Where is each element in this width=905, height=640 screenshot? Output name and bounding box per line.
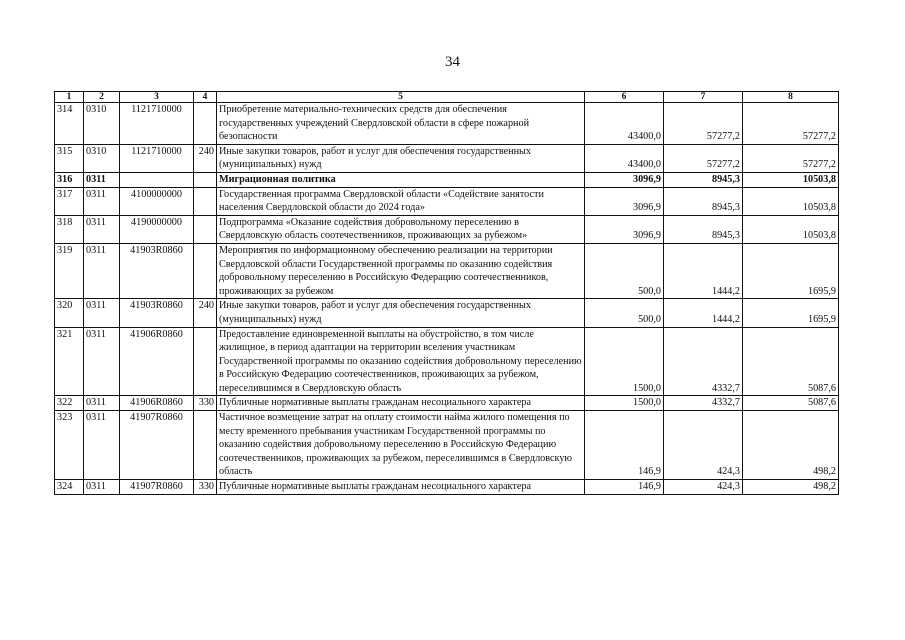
item-name: Миграционная политика — [217, 172, 585, 187]
target-item-code: 41903R0860 — [120, 299, 194, 327]
amount-col8: 1695,9 — [743, 243, 839, 298]
amount-col8: 10503,8 — [743, 215, 839, 243]
header-cell: 1 — [55, 92, 84, 103]
amount-col7: 1444,2 — [664, 299, 743, 327]
amount-col6: 500,0 — [585, 243, 664, 298]
amount-col7: 8945,3 — [664, 187, 743, 215]
amount-col6: 43400,0 — [585, 103, 664, 145]
table-row — [55, 411, 839, 480]
section-code: 0311 — [84, 187, 120, 215]
item-name: Государственная программа Свердловской области «Содействие занятости населения Свердловской области до 2024 года» — [217, 187, 585, 215]
amount-col8: 498,2 — [743, 480, 839, 495]
amount-col6: 500,0 — [585, 299, 664, 327]
header-cell: 4 — [194, 92, 217, 103]
expense-type-code — [194, 243, 217, 298]
amount-col6: 3096,9 — [585, 187, 664, 215]
item-name: Публичные нормативные выплаты гражданам несоциального характера — [217, 396, 585, 411]
amount-col7: 8945,3 — [664, 172, 743, 187]
header-cell: 8 — [743, 92, 839, 103]
row-number: 323 — [55, 411, 84, 480]
expense-type-code — [194, 172, 217, 187]
row-number: 324 — [55, 480, 84, 495]
target-item-code: 41906R0860 — [120, 396, 194, 411]
amount-col7: 57277,2 — [664, 144, 743, 172]
row-number: 320 — [55, 299, 84, 327]
target-item-code — [120, 172, 194, 187]
target-item-code: 41906R0860 — [120, 327, 194, 396]
table-row — [55, 327, 839, 396]
amount-col8: 10503,8 — [743, 172, 839, 187]
row-number: 314 — [55, 103, 84, 145]
item-name: Публичные нормативные выплаты гражданам несоциального характера — [217, 480, 585, 495]
amount-col8: 498,2 — [743, 411, 839, 480]
table-row — [55, 187, 839, 215]
amount-col7: 4332,7 — [664, 396, 743, 411]
row-number: 319 — [55, 243, 84, 298]
expense-type-code: 330 — [194, 396, 217, 411]
section-code: 0311 — [84, 215, 120, 243]
expense-type-code — [194, 103, 217, 145]
section-code: 0311 — [84, 327, 120, 396]
header-cell: 2 — [84, 92, 120, 103]
amount-col8: 5087,6 — [743, 396, 839, 411]
item-name: Иные закупки товаров, работ и услуг для обеспечения государственных (муниципальных) нужд — [217, 299, 585, 327]
table-row — [55, 299, 839, 327]
amount-col7: 424,3 — [664, 411, 743, 480]
expense-type-code: 240 — [194, 299, 217, 327]
item-name: Мероприятия по информационному обеспечению реализации на территории Свердловской области Государственной программы по оказанию содействия добровольному переселению в Российскую Федерацию соотечественников, проживающих за рубежом — [217, 243, 585, 298]
budget-table — [54, 91, 839, 495]
target-item-code: 1121710000 — [120, 103, 194, 145]
row-number: 317 — [55, 187, 84, 215]
expense-type-code — [194, 187, 217, 215]
row-number: 316 — [55, 172, 84, 187]
amount-col6: 3096,9 — [585, 215, 664, 243]
section-code: 0311 — [84, 396, 120, 411]
expense-type-code — [194, 327, 217, 396]
item-name: Иные закупки товаров, работ и услуг для обеспечения государственных (муниципальных) нужд — [217, 144, 585, 172]
amount-col7: 424,3 — [664, 480, 743, 495]
table-row — [55, 215, 839, 243]
page-number: 34 — [445, 54, 460, 70]
row-number: 318 — [55, 215, 84, 243]
target-item-code: 1121710000 — [120, 144, 194, 172]
item-name: Приобретение материально-технических средств для обеспечения государственных учреждений Свердловской области в сфере пожарной безопасности — [217, 103, 585, 145]
amount-col6: 1500,0 — [585, 327, 664, 396]
expense-type-code: 240 — [194, 144, 217, 172]
amount-col6: 146,9 — [585, 411, 664, 480]
section-code: 0311 — [84, 411, 120, 480]
section-code: 0311 — [84, 172, 120, 187]
amount-col6: 146,9 — [585, 480, 664, 495]
expense-type-code — [194, 215, 217, 243]
amount-col8: 10503,8 — [743, 187, 839, 215]
amount-col7: 4332,7 — [664, 327, 743, 396]
table-row — [55, 396, 839, 411]
expense-type-code: 330 — [194, 480, 217, 495]
section-code: 0310 — [84, 103, 120, 145]
expense-type-code — [194, 411, 217, 480]
section-code: 0311 — [84, 480, 120, 495]
row-number: 321 — [55, 327, 84, 396]
target-item-code: 4190000000 — [120, 215, 194, 243]
amount-col8: 1695,9 — [743, 299, 839, 327]
item-name: Предоставление единовременной выплаты на обустройство, в том числе жилищное, в период адаптации на территории вселения участникам Государственной программы по оказанию содействия добровольному переселению в Российскую Федерацию соотечественников, проживающих за рубежом, переселившимся в Свердловскую область — [217, 327, 585, 396]
target-item-code: 41903R0860 — [120, 243, 194, 298]
amount-col7: 8945,3 — [664, 215, 743, 243]
amount-col8: 57277,2 — [743, 144, 839, 172]
amount-col7: 57277,2 — [664, 103, 743, 145]
table-row — [55, 172, 839, 187]
header-cell: 5 — [217, 92, 585, 103]
section-code: 0310 — [84, 144, 120, 172]
table-row — [55, 243, 839, 298]
target-item-code: 4100000000 — [120, 187, 194, 215]
table-row — [55, 144, 839, 172]
item-name: Частичное возмещение затрат на оплату стоимости найма жилого помещения по месту временного пребывания участникам Государственной программы по оказанию содействия добровольному переселению в Российскую Федерацию соотечественников, проживающих за рубежом, переселившимся в Свердловскую область — [217, 411, 585, 480]
amount-col8: 5087,6 — [743, 327, 839, 396]
target-item-code: 41907R0860 — [120, 411, 194, 480]
amount-col8: 57277,2 — [743, 103, 839, 145]
header-cell: 3 — [120, 92, 194, 103]
table-row — [55, 103, 839, 145]
header-row — [55, 92, 839, 103]
item-name: Подпрограмма «Оказание содействия добровольному переселению в Свердловскую область соотечественников, проживающих за рубежом» — [217, 215, 585, 243]
row-number: 315 — [55, 144, 84, 172]
amount-col7: 1444,2 — [664, 243, 743, 298]
section-code: 0311 — [84, 299, 120, 327]
header-cell: 6 — [585, 92, 664, 103]
row-number: 322 — [55, 396, 84, 411]
amount-col6: 43400,0 — [585, 144, 664, 172]
section-code: 0311 — [84, 243, 120, 298]
target-item-code: 41907R0860 — [120, 480, 194, 495]
amount-col6: 1500,0 — [585, 396, 664, 411]
amount-col6: 3096,9 — [585, 172, 664, 187]
table-row — [55, 480, 839, 495]
header-cell: 7 — [664, 92, 743, 103]
